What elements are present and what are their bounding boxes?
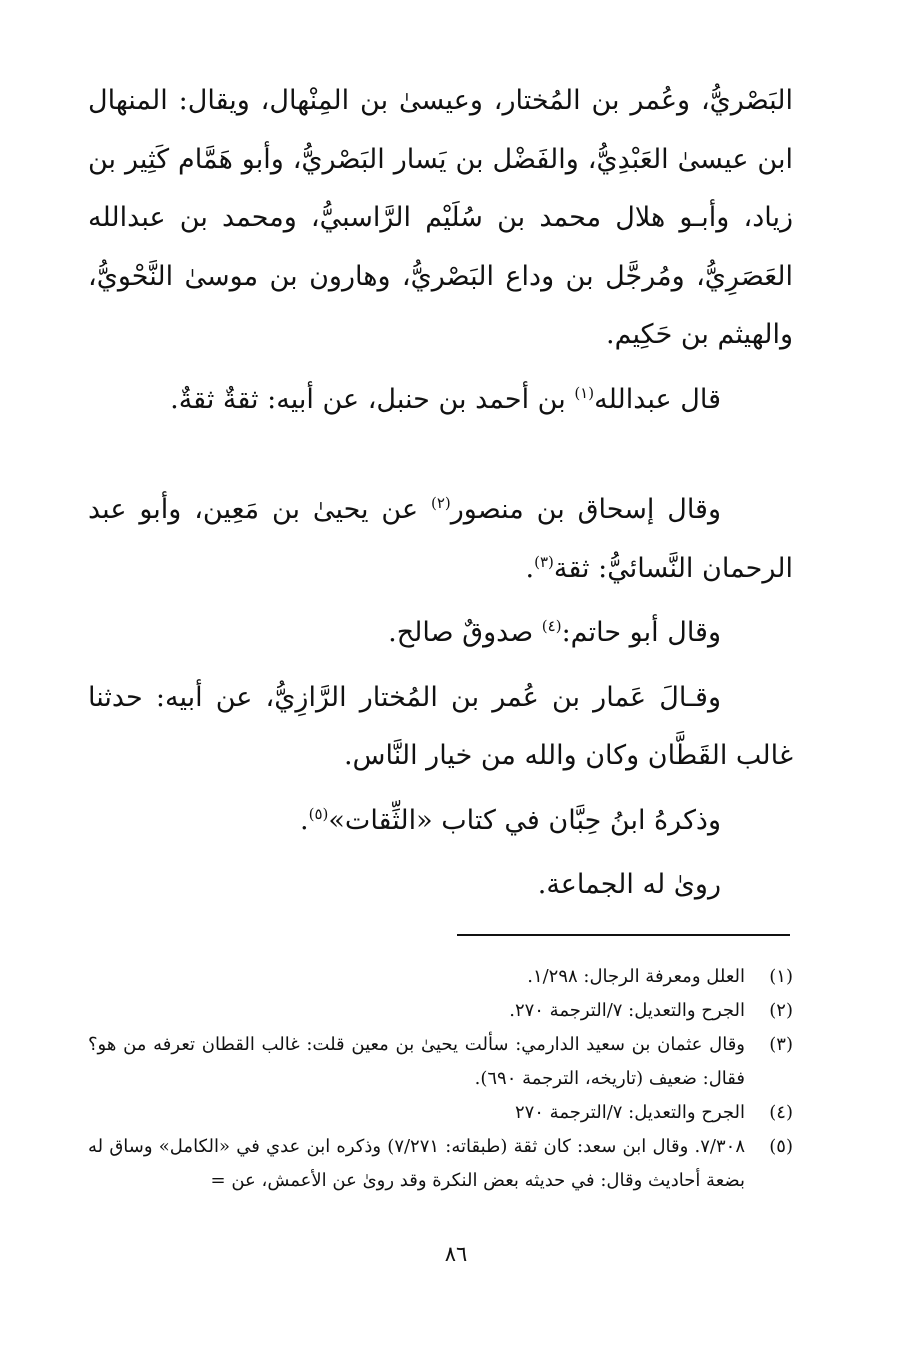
footnote-mark-3[interactable]: (٣) [534, 552, 554, 571]
quote-text: عن يحيىٰ بن مَعِين، وأبو عبد الرحمان النَّسائيُّ: ثقة [88, 494, 793, 584]
quote-text: وذكرهُ ابنُ حِبَّان في كتاب «الثِّقات» [328, 804, 721, 836]
footnote-2 [88, 994, 793, 1028]
quote-jamaa: روىٰ له الجماعة. [537, 869, 721, 900]
narrators-paragraph: البَصْريُّ، وعُمر بن المُختار، وعيسىٰ بن المِنْهال، ويقال: المنهال ابن عيسىٰ العَبْدِيُّ، والفَضْل بن يَسار البَصْريُّ، وأبو هَمَّام كَثِير بن زياد، وأبـو هلال محمد بن سُلَيْم الرَّاسبيُّ، ومحمد بن عبدالله العَصَرِيُّ، ومُرجَّل بن وداع البَصْريُّ، وهارون بن موسىٰ النَّحْويُّ، والهيثم بن حَكِيم. [88, 85, 793, 350]
footnote-number: (٢) [769, 1000, 793, 1021]
footnote-4 [88, 1096, 793, 1130]
footnote-mark-4[interactable]: (٤) [541, 617, 562, 635]
footnote-5 [88, 1130, 793, 1198]
quote-ishaq [88, 481, 793, 598]
footnote-text: الجرح والتعديل: ٧/الترجمة ٢٧٠. [509, 1000, 745, 1021]
footnote-text: وقال عثمان بن سعيد الدارمي: سألت يحيىٰ بن معين قلت: غالب القطان تعرفه من هو؟ فقال: ضعيف (تاريخه، الترجمة ٦٩٠). [88, 1034, 745, 1089]
footnote-number: (٤) [769, 1102, 793, 1123]
footnote-number: (١) [769, 966, 793, 987]
footnote-number: (٥) [769, 1136, 793, 1157]
footnote-1 [88, 960, 793, 994]
quote-text: . [525, 552, 535, 584]
quote-ammar: وقـالَ عَمار بن عُمر بن المُختار الرَّازِيُّ، عن أبيه: حدثنا غالب القَطَّان وكان والله من خيار النَّاس. [88, 681, 793, 771]
quote-abdullah [88, 371, 793, 430]
quote-text: صدوقٌ صالح. [388, 617, 542, 648]
footnote-divider [457, 934, 790, 936]
quote-text: . [300, 804, 309, 836]
footnote-text: العلل ومعرفة الرجال: ١/٢٩٨. [527, 966, 745, 987]
footnote-mark-5[interactable]: (٥) [308, 804, 329, 823]
footnote-3 [88, 1028, 793, 1096]
footnote-text: ٧/٣٠٨. وقال ابن سعد: كان ثقة (طبقاته: ٧/٢٧١) وذكره ابن عدي في «الكامل» وساق له بضعة أحاديث وقال: في حديثه بعض النكرة وقد روىٰ عن الأعمش، عن = [88, 1136, 745, 1191]
footnote-mark-2[interactable]: (٢) [430, 494, 451, 512]
footnote-text: الجرح والتعديل: ٧/الترجمة ٢٧٠ [514, 1102, 745, 1123]
footnotes [88, 960, 793, 1198]
footnote-number: (٣) [769, 1034, 793, 1055]
main-text [88, 72, 793, 915]
footnote-mark-1[interactable]: (١) [574, 383, 595, 402]
quote-text: وقال إسحاق بن منصور [450, 494, 721, 525]
quote-ibn-hibban [88, 792, 793, 851]
quote-text: قال عبدالله [594, 383, 721, 415]
quote-abu-hatim [88, 604, 793, 663]
quote-text: بن أحمد بن حنبل، عن أبيه: ثقةٌ ثقةٌ. [170, 383, 575, 415]
page-number: ٨٦ [444, 1242, 468, 1266]
quote-text: وقال أبو حاتم: [561, 617, 721, 648]
